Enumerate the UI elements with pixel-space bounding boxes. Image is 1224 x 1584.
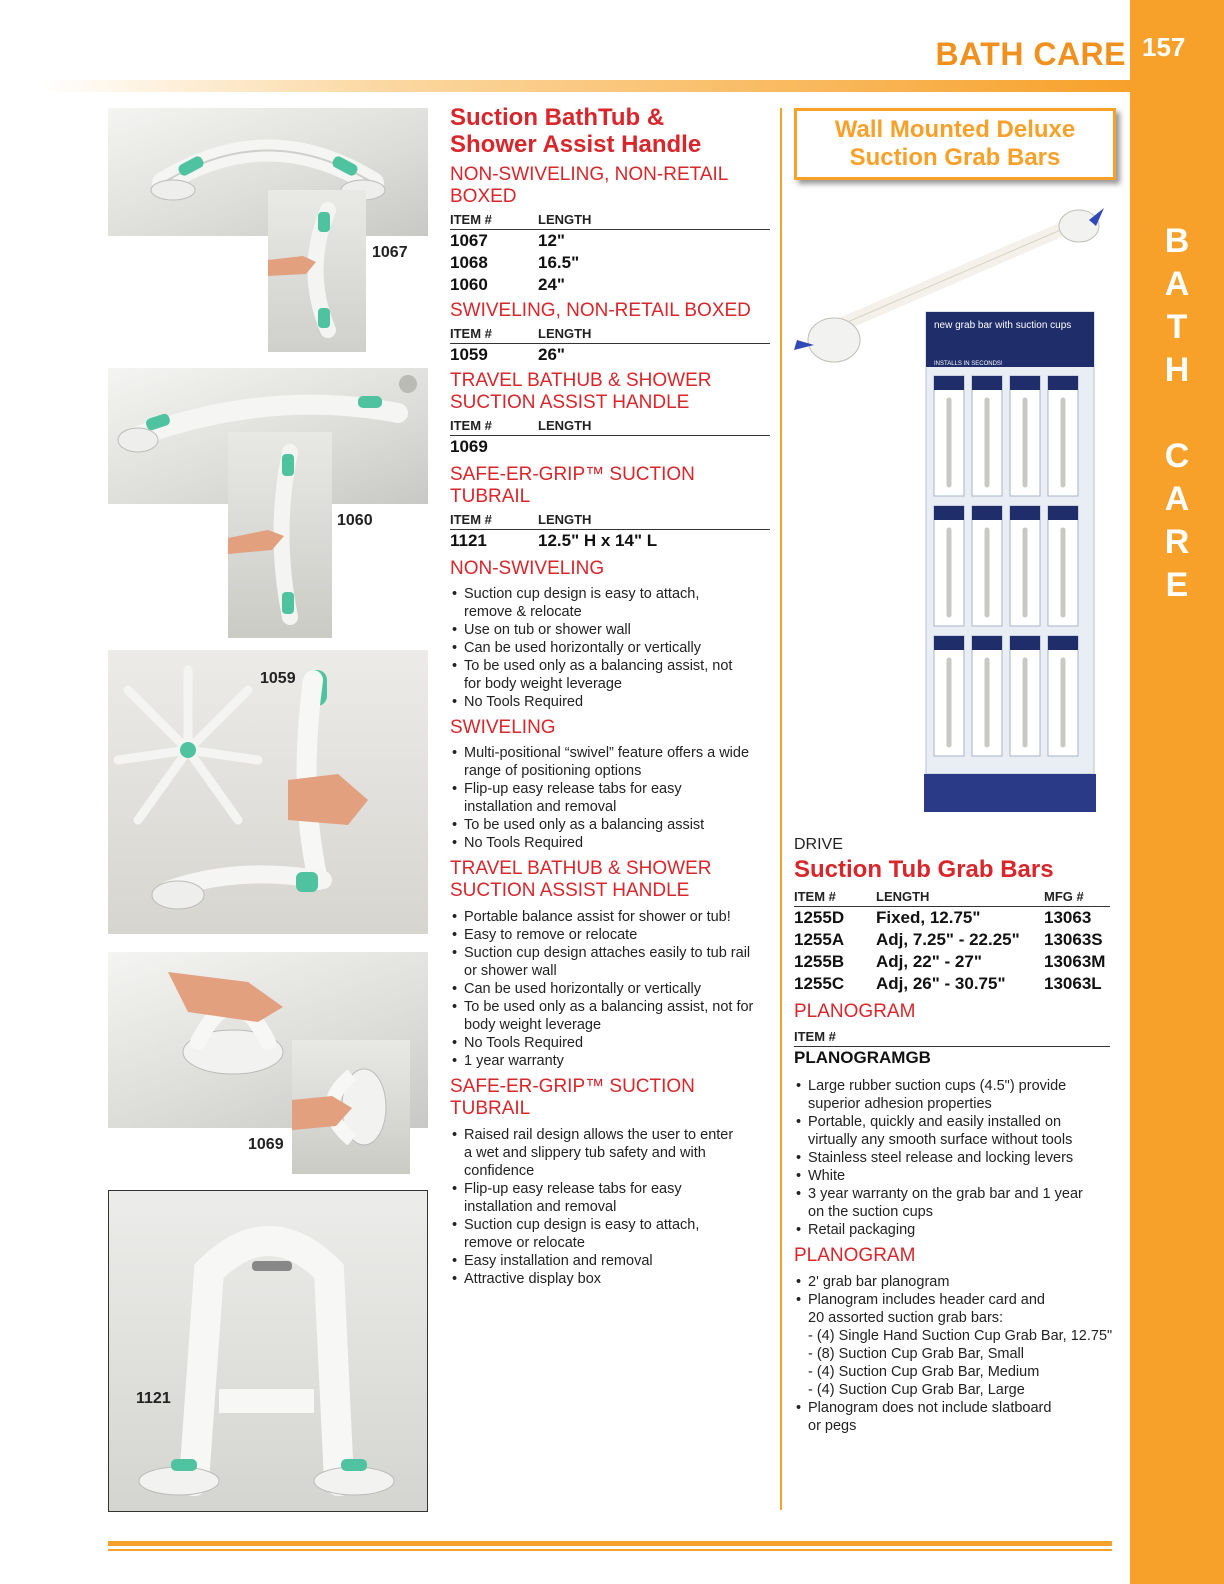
section-title: BATH CARE — [935, 36, 1126, 72]
bullet-item: • 2' grab bar planogram — [794, 1273, 1114, 1291]
swiveling-feature-heading: SWIVELING — [450, 717, 556, 738]
bullet-item: • White — [794, 1167, 1114, 1185]
bullet-item: • To be used only as a balancing assist — [450, 816, 770, 834]
swivel-handle-image — [108, 650, 428, 934]
page-number: 157 — [1142, 32, 1186, 62]
bullet-item: • Can be used horizontally or vertically — [450, 980, 770, 998]
drive-bullets — [794, 1077, 1114, 1239]
table-cell: 13063M — [1044, 952, 1106, 971]
planogram-bullets — [794, 1273, 1114, 1435]
bullet-item: • 1 year warranty — [450, 1052, 770, 1070]
bullet-item: virtually any smooth surface without tools — [808, 1132, 1073, 1148]
table-cell: 1255C — [794, 974, 845, 993]
grab-bar-display-illustration — [794, 200, 1114, 820]
planogram-item-heading: PLANOGRAM — [794, 1001, 916, 1022]
bullet-item: • Easy to remove or relocate — [450, 926, 770, 944]
side-tab-letter: A — [1164, 265, 1190, 303]
table-cell: 26" — [538, 345, 565, 364]
table-row — [794, 951, 1114, 973]
handle-vertical-long-image — [228, 432, 332, 638]
table-cell: 13063 — [1044, 908, 1092, 927]
bullet-item: • Planogram includes header card and — [794, 1291, 1114, 1309]
table-cell: 1059 — [450, 345, 488, 364]
tubrail-table — [450, 530, 770, 552]
footer-rule — [108, 1541, 1112, 1546]
suction-bathtub-column — [450, 104, 770, 1288]
photo-label-1067: 1067 — [372, 244, 408, 261]
side-tab-letter: R — [1164, 523, 1190, 561]
photo-1059 — [108, 650, 428, 934]
bullet-item: • Multi-positional “swivel” feature offers a wide — [450, 744, 770, 762]
column-divider — [780, 108, 782, 1510]
table-row — [450, 436, 770, 458]
travel-feature-heading-line2: SUCTION ASSIST HANDLE — [450, 880, 690, 901]
footer-rule-thin — [108, 1549, 1112, 1551]
table-row — [450, 252, 770, 274]
drive-table-header: ITEM # LENGTH MFG # — [794, 889, 1110, 907]
bullet-item: • Retail packaging — [794, 1221, 1114, 1239]
bullet-item: installation and removal — [464, 1199, 617, 1215]
header-rule — [40, 80, 1130, 92]
swiveling-bullets — [450, 744, 770, 852]
bullet-item: - (8) Suction Cup Grab Bar, Small — [808, 1346, 1024, 1362]
bullet-item: • Attractive display box — [450, 1270, 770, 1288]
photo-1060-vertical — [228, 432, 332, 638]
table-row — [450, 344, 770, 366]
table-cell: 1255B — [794, 952, 845, 971]
bullet-item: • Portable balance assist for shower or tub! — [450, 908, 770, 926]
table-cell: 1069 — [450, 437, 488, 456]
bullet-item: • Planogram does not include slatboard — [794, 1399, 1114, 1417]
handle-vertical-image — [268, 190, 366, 352]
bullet-item: for body weight leverage — [464, 676, 622, 692]
table-cell: 16.5" — [538, 253, 580, 272]
table-header: ITEM # LENGTH — [450, 212, 770, 230]
table-cell: 1068 — [450, 253, 488, 272]
bullet-item: confidence — [464, 1163, 535, 1179]
table-row — [450, 230, 770, 252]
table-cell: 12.5" H x 14" L — [538, 531, 658, 550]
travel-heading-line2: SUCTION ASSIST HANDLE — [450, 392, 690, 413]
bullet-item: 20 assorted suction grab bars: — [808, 1310, 1004, 1326]
table-cell: 1121 — [450, 531, 487, 550]
side-tab-letter: E — [1165, 566, 1189, 604]
bullet-item: • Easy installation and removal — [450, 1252, 770, 1270]
table-row — [794, 907, 1114, 929]
table-header: ITEM # LENGTH — [450, 326, 770, 344]
bullet-item: • Raised rail design allows the user to enter — [450, 1126, 770, 1144]
side-tab-letter: C — [1164, 437, 1190, 475]
bullet-item: • Suction cup design is easy to attach, — [450, 1216, 770, 1234]
planogram-display-image — [794, 200, 1114, 820]
photo-label-1059: 1059 — [260, 670, 296, 687]
planogram-table-header: ITEM # — [794, 1029, 1110, 1047]
side-tab-letter: T — [1166, 308, 1188, 346]
bullet-item: • Flip-up easy release tabs for easy — [450, 1180, 770, 1198]
photo-label-1069: 1069 — [248, 1136, 284, 1153]
brand-label: DRIVE — [794, 836, 843, 853]
product-title-line2: Shower Assist Handle — [450, 131, 702, 158]
table-row — [450, 530, 770, 552]
tubrail-feature-heading: SAFE-ER-GRIP™ SUCTION TUBRAIL — [450, 1076, 695, 1119]
bullet-item: installation and removal — [464, 799, 617, 815]
photo-label-1060: 1060 — [337, 512, 373, 529]
bullet-item: • Suction cup design is easy to attach, — [450, 585, 770, 603]
bullet-item: • Large rubber suction cups (4.5") provide — [794, 1077, 1114, 1095]
table-row — [794, 973, 1114, 995]
bullet-item: • No Tools Required — [450, 1034, 770, 1052]
table-cell: 1255A — [794, 930, 845, 949]
travel-table — [450, 436, 770, 458]
bullet-item: or pegs — [808, 1418, 857, 1434]
photo-1121 — [108, 1190, 428, 1512]
photo-1069-vertical — [292, 1040, 410, 1174]
table-cell: 13063L — [1044, 974, 1102, 993]
travel-feature-heading-line1: TRAVEL BATHUB & SHOWER — [450, 858, 712, 879]
bullet-item: • Stainless steel release and locking levers — [794, 1149, 1114, 1167]
bullet-item: or shower wall — [464, 963, 557, 979]
side-tab-letter: A — [1164, 480, 1190, 518]
bullet-item: - (4) Suction Cup Grab Bar, Medium — [808, 1364, 1040, 1380]
bullet-item: • Can be used horizontally or vertically — [450, 639, 770, 657]
tubrail-heading: SAFE-ER-GRIP™ SUCTION TUBRAIL — [450, 464, 695, 507]
bullet-item: remove or relocate — [464, 1235, 585, 1251]
side-tab-letter: H — [1164, 351, 1190, 389]
table-cell: Adj, 26" - 30.75" — [876, 974, 1006, 993]
bullet-item: a wet and slippery tub safety and with — [464, 1145, 706, 1161]
bullet-item: • To be used only as a balancing assist, not — [450, 657, 770, 675]
display-header-text: new grab bar with suction cups — [934, 320, 1072, 331]
bullet-item: • 3 year warranty on the grab bar and 1 year — [794, 1185, 1114, 1203]
photo-label-1121: 1121 — [136, 1390, 171, 1407]
side-tab-letter: B — [1164, 222, 1190, 260]
bullet-item: • To be used only as a balancing assist, not for — [450, 998, 770, 1016]
bullet-item: - (4) Suction Cup Grab Bar, Large — [808, 1382, 1025, 1398]
table-cell: 12" — [538, 231, 565, 250]
non-swiveling-table — [450, 230, 770, 296]
display-install-text: INSTALLS IN SECONDS! — [934, 361, 1003, 367]
bullet-item: • Portable, quickly and easily installed on — [794, 1113, 1114, 1131]
bullet-item: body weight leverage — [464, 1017, 602, 1033]
drive-grab-bars-column — [794, 836, 1114, 1435]
non-swiveling-feature-heading: NON-SWIVELING — [450, 558, 605, 579]
bullet-item: remove & relocate — [464, 604, 582, 620]
bullet-item: - (4) Single Hand Suction Cup Grab Bar, 12.75" — [808, 1328, 1113, 1344]
table-cell: 1067 — [450, 231, 488, 250]
table-cell: Fixed, 12.75" — [876, 908, 981, 927]
bullet-item: range of positioning options — [464, 763, 642, 779]
non-swiveling-bullets — [450, 585, 770, 711]
swiveling-table — [450, 344, 770, 366]
side-tab-letter — [1130, 392, 1224, 435]
swiveling-boxed-heading: SWIVELING, NON-RETAIL BOXED — [450, 300, 751, 321]
bullet-item: • Use on tub or shower wall — [450, 621, 770, 639]
callout-line2: Suction Grab Bars — [849, 144, 1061, 171]
bullet-item: • No Tools Required — [450, 834, 770, 852]
tubrail-image — [109, 1191, 427, 1511]
product-title-line1: Suction BathTub & — [450, 104, 665, 131]
callout-line1: Wall Mounted Deluxe — [834, 116, 1076, 143]
planogram-section-heading: PLANOGRAM — [794, 1245, 916, 1266]
table-cell: Adj, 7.25" - 22.25" — [876, 930, 1020, 949]
bullet-item: • No Tools Required — [450, 693, 770, 711]
bullet-item: • Flip-up easy release tabs for easy — [450, 780, 770, 798]
side-tab-letters — [1130, 220, 1224, 607]
drive-table — [794, 907, 1114, 995]
bullet-item: superior adhesion properties — [808, 1096, 992, 1112]
photo-1067-vertical — [268, 190, 366, 352]
planogram-item-row: PLANOGRAMGB — [794, 1048, 931, 1067]
non-swiveling-boxed-heading: NON-SWIVELING, NON-RETAIL BOXED — [450, 164, 728, 207]
tubrail-bullets — [450, 1126, 770, 1288]
travel-bullets — [450, 908, 770, 1070]
drive-product-title: Suction Tub Grab Bars — [794, 856, 1054, 883]
table-row — [794, 929, 1114, 951]
table-cell: 1255D — [794, 908, 845, 927]
table-header: ITEM # LENGTH — [450, 512, 770, 530]
travel-handle-vertical-image — [292, 1040, 410, 1174]
table-cell: 24" — [538, 275, 565, 294]
table-row — [450, 274, 770, 296]
table-cell: 1060 — [450, 275, 488, 294]
travel-heading-line1: TRAVEL BATHUB & SHOWER — [450, 370, 712, 391]
table-cell: Adj, 22" - 27" — [876, 952, 982, 971]
bullet-item: • Suction cup design attaches easily to tub rail — [450, 944, 770, 962]
table-cell: 13063S — [1044, 930, 1103, 949]
bullet-item: on the suction cups — [808, 1204, 933, 1220]
table-header: ITEM # LENGTH — [450, 418, 770, 436]
wall-mounted-callout — [794, 108, 1116, 180]
